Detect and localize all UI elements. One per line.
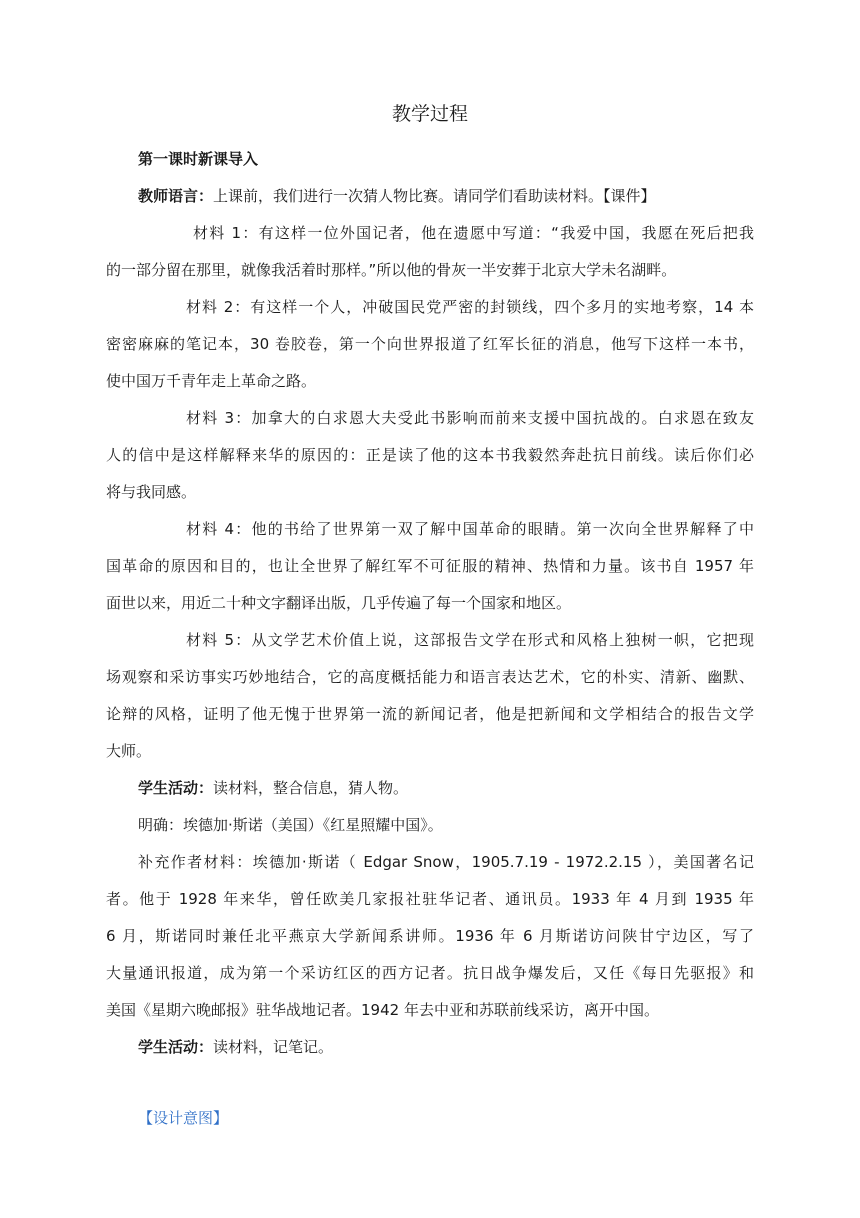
material-4-line-3: 面世以来，用近二十种文字翻译出版，几乎传遍了每一个国家和地区。: [106, 594, 572, 612]
material-5-line-2: 场观察和采访事实巧妙地结合，它的高度概括能力和语言表达艺术，它的朴实、清新、幽默、: [106, 668, 754, 686]
material-5-line-3: 论辩的风格，证明了他无愧于世界第一流的新闻记者，他是把新闻和文学相结合的报告文学: [106, 705, 754, 723]
page-title: 教学过程: [391, 103, 468, 125]
material-2-line-2: 密密麻麻的笔记本，30 卷胶卷，第一个向世界报道了红军长征的消息，他写下这样一本书，: [106, 335, 754, 353]
material-3-line-3: 将与我同感。: [106, 483, 197, 501]
supplement-line-1: 补充作者材料：埃德加·斯诺（ Edgar Snow，1905.7.19 - 1972.2.15 ），美国著名记: [138, 853, 754, 871]
teacher-label: 教师语言：: [138, 187, 214, 205]
material-4-line-1: 材料 4：他的书给了世界第一双了解中国革命的眼睛。第一次向全世界解释了中: [186, 520, 754, 538]
material-5-line-4: 大师。: [106, 742, 152, 760]
student-activity-2: [138, 1037, 786, 1057]
student-activity-text-2: 读材料，记笔记。: [213, 1038, 334, 1056]
teacher-text: 上课前，我们进行一次猜人物比赛。请同学们看助读材料。【课件】: [213, 187, 656, 205]
material-2-line-1: 材料 2：有这样一个人，冲破国民党严密的封锁线，四个多月的实地考察，14 本: [186, 298, 754, 316]
material-3-line-2: 人的信中是这样解释来华的原因的：正是读了他的这本书我毅然奔赴抗日前线。读后你们必: [106, 446, 754, 464]
material-1-line-2: 的一部分留在那里，就像我活着时那样。”所以他的骨灰一半安葬于北京大学未名湖畔。: [106, 261, 677, 279]
student-label: 学生活动：: [138, 779, 214, 797]
supplement-line-5: 美国《星期六晚邮报》驻华战地记者。1942 年去中亚和苏联前线采访，离开中国。: [106, 1001, 659, 1019]
supplement-line-3: 6 月，斯诺同时兼任北平燕京大学新闻系讲师。1936 年 6 月斯诺访问陕甘宁边区，写了: [106, 927, 754, 945]
supplement-line-4: 大量通讯报道，成为第一个采访红区的西方记者。抗日战争爆发后，又任《每日先驱报》和: [106, 964, 754, 982]
student-activity-text: 读材料，整合信息，猜人物。: [213, 779, 409, 797]
material-4-line-2: 国革命的原因和目的，也让全世界了解红军不可征服的精神、热情和力量。该书自 1957 年: [106, 557, 754, 575]
material-2-line-3: 使中国万千青年走上革命之路。: [106, 372, 317, 390]
answer-line: 明确：埃德加·斯诺（美国）《红星照耀中国》。: [138, 816, 443, 834]
student-activity-1: [138, 778, 786, 798]
material-3-line-1: 材料 3：加拿大的白求恩大夫受此书影响而前来支援中国抗战的。白求恩在致友: [186, 409, 754, 427]
material-1-line-1: 材料 1：有这样一位外国记者，他在遗愿中写道：“我爱中国，我愿在死后把我: [193, 224, 754, 242]
material-5-line-1: 材料 5：从文学艺术价值上说，这部报告文学在形式和风格上独树一帜，它把现: [186, 631, 754, 649]
section-heading: 第一课时新课导入: [138, 150, 259, 168]
supplement-line-2: 者。他于 1928 年来华，曾任欧美几家报社驻华记者、通讯员。1933 年 4 月到 1935 年: [106, 890, 754, 908]
teacher-language-line: [138, 186, 786, 206]
design-intent-heading: 【设计意图】: [138, 1109, 229, 1127]
student-label-2: 学生活动：: [138, 1038, 214, 1056]
